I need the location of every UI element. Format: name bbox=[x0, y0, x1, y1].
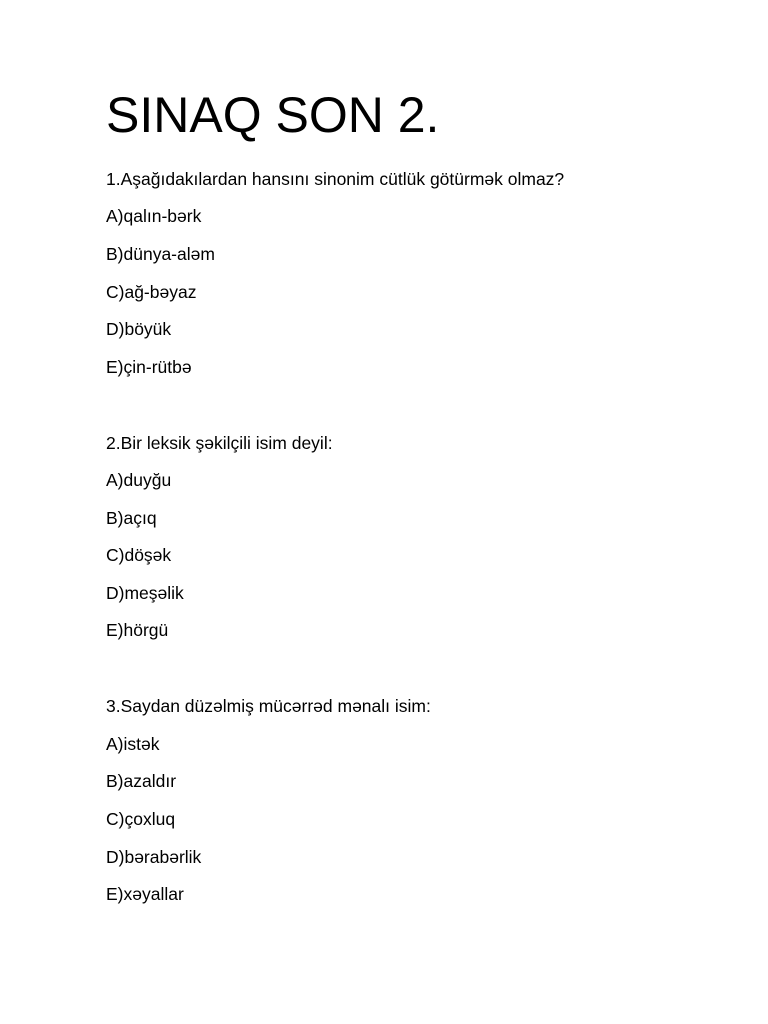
question-3-option-d: D)bərabərlik bbox=[106, 847, 202, 867]
question-1-text: 1.Aşağıdakılardan hansını sinonim cütlük götürmək olmaz? bbox=[106, 169, 565, 189]
document-title: SINAQ SON 2. bbox=[106, 87, 440, 143]
question-1-option-a: A)qalın-bərk bbox=[106, 206, 202, 226]
question-3-option-e: E)xəyallar bbox=[106, 884, 184, 904]
question-2-option-b: B)açıq bbox=[106, 508, 157, 528]
question-3-text: 3.Saydan düzəlmiş mücərrəd mənalı isim: bbox=[106, 696, 431, 716]
question-2-option-e: E)hörgü bbox=[106, 620, 169, 640]
question-2-option-c: C)döşək bbox=[106, 545, 172, 565]
question-2-option-d: D)meşəlik bbox=[106, 583, 184, 603]
question-1-option-c: C)ağ-bəyaz bbox=[106, 282, 197, 302]
question-1-option-e: E)çin-rütbə bbox=[106, 357, 192, 377]
question-1-option-b: B)dünya-aləm bbox=[106, 244, 215, 264]
question-3-option-c: C)çoxluq bbox=[106, 809, 176, 829]
question-2-text: 2.Bir leksik şəkilçili isim deyil: bbox=[106, 433, 333, 453]
question-3-option-a: A)istək bbox=[106, 734, 160, 754]
question-3-option-b: B)azaldır bbox=[106, 771, 177, 791]
question-1-option-d: D)böyük bbox=[106, 319, 172, 339]
question-2-option-a: A)duyğu bbox=[106, 470, 172, 490]
